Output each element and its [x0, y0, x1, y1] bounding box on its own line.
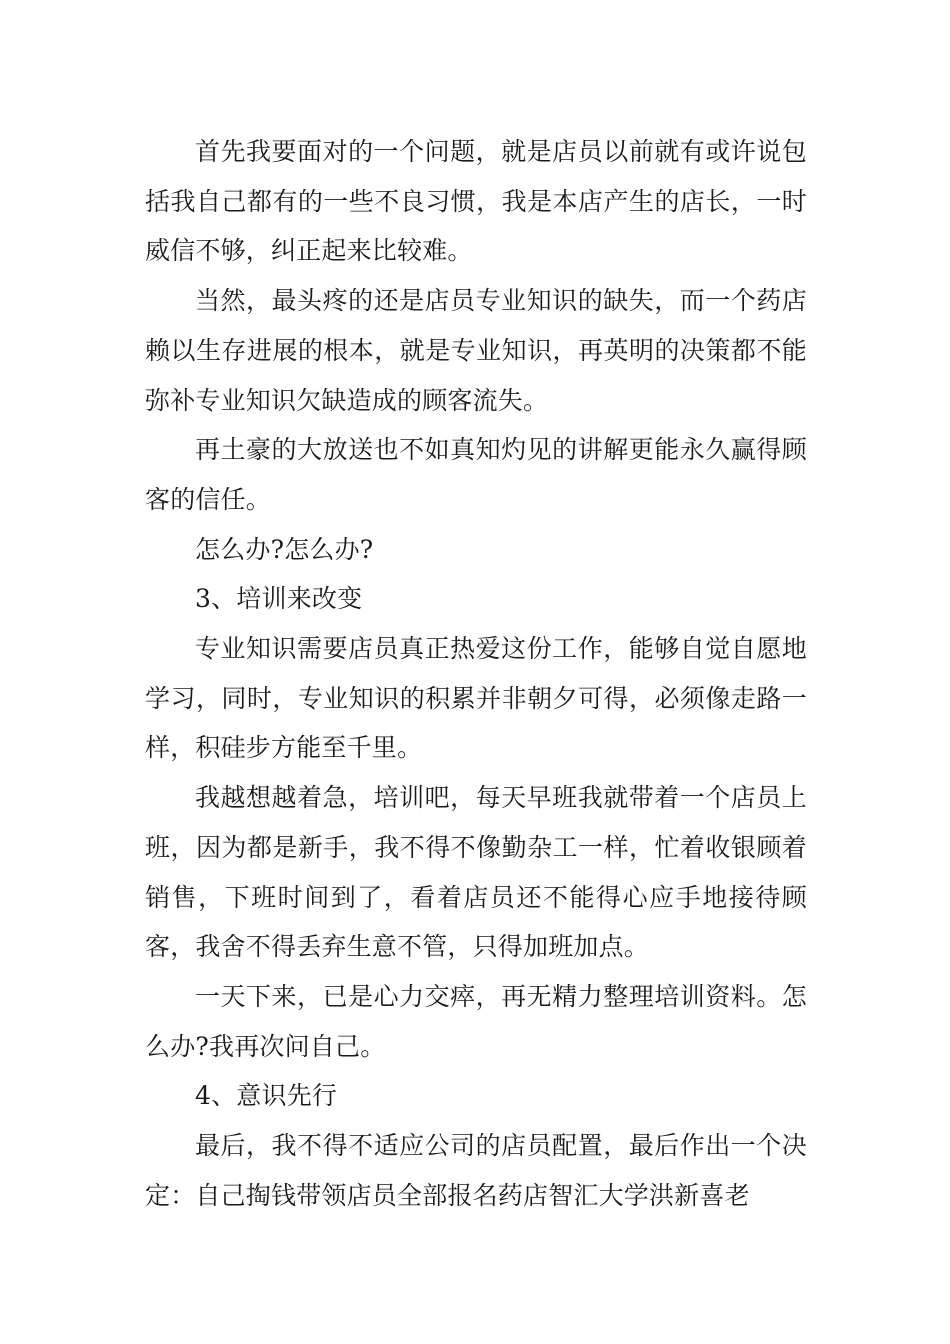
paragraph-6: 我越想越着急，培训吧，每天早班我就带着一个店员上班，因为都是新手，我不得不像勤杂工一样，忙着收银顾着销售，下班时间到了，看着店员还不能得心应手地接待顾客，我舍不得丢弃生意不管，只得加班加点。	[145, 783, 807, 962]
document-body	[145, 127, 807, 1220]
paragraph-4: 怎么办?怎么办?	[195, 534, 374, 564]
paragraph-3: 再土豪的大放送也不如真知灼见的讲解更能永久赢得顾客的信任。	[145, 435, 807, 514]
section-heading-4: 4、意识先行	[195, 1081, 338, 1111]
paragraph-8: 最后，我不得不适应公司的店员配置，最后作出一个决定：自己掏钱带领店员全部报名药店智汇大学洪新喜老	[145, 1131, 807, 1210]
paragraph-7: 一天下来，已是心力交瘁，再无精力整理培训资料。怎么办?我再次问自己。	[145, 981, 807, 1061]
section-heading-3: 3、培训来改变	[195, 584, 363, 614]
paragraph-1: 首先我要面对的一个问题，就是店员以前就有或许说包括我自己都有的一些不良习惯，我是本店产生的店长，一时威信不够，纠正起来比较难。	[145, 137, 807, 266]
paragraph-2: 当然，最头疼的还是店员专业知识的缺失，而一个药店赖以生存进展的根本，就是专业知识，再英明的决策都不能弥补专业知识欠缺造成的顾客流失。	[145, 286, 807, 415]
paragraph-5: 专业知识需要店员真正热爱这份工作，能够自觉自愿地学习，同时，专业知识的积累并非朝夕可得，必须像走路一样，积硅步方能至千里。	[145, 634, 807, 763]
